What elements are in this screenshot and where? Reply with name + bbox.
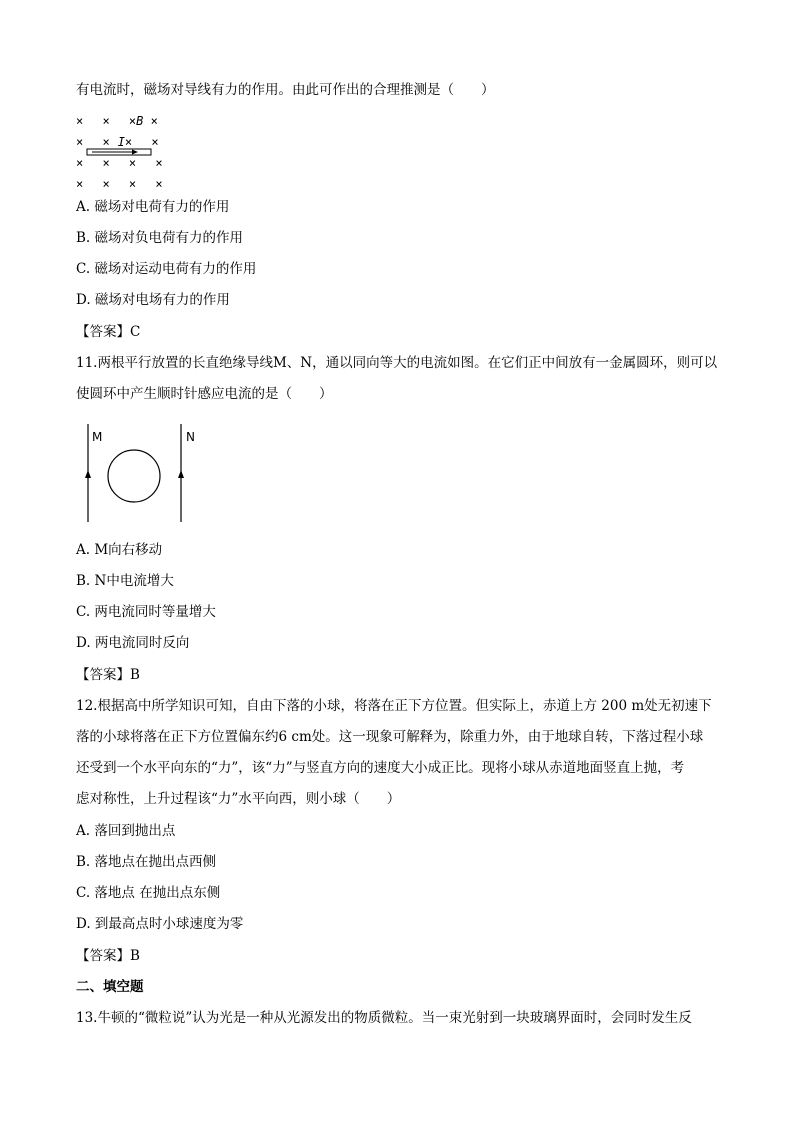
q12-answer: 【答案】B: [76, 948, 140, 964]
q11-answer: 【答案】B: [76, 667, 140, 683]
wire-label-m: M: [92, 430, 103, 444]
q12-stem-line-1: 12.根据高中所学知识可知，自由下落的小球，将落在正下方位置。但实际上，赤道上方 200 m处无初速下: [76, 698, 712, 714]
q11-stem-line-1: 11.两根平行放置的长直绝缘导线M、N，通以同向等大的电流如图。在它们正中间放有一金属圆环，则可以: [76, 355, 718, 371]
q10-option-b: B. 磁场对负电荷有力的作用: [76, 230, 244, 246]
q12-stem-line-3: 还受到一个水平向东的“力”，该“力”与竖直方向的速度大小成正比。现将小球从赤道地面竖直上抛，考: [76, 760, 685, 776]
q12-stem-line-2: 落的小球将落在正下方位置偏东约6 cm处。这一现象可解释为，除重力外，由于地球自转，下落过程小球: [76, 729, 704, 745]
q10-field-row-3: × × × ×: [76, 156, 163, 170]
q12-option-c: C. 落地点 在抛出点东侧: [76, 885, 221, 901]
q12-option-b: B. 落地点在抛出点西侧: [76, 854, 217, 870]
q12-stem-line-4: 虑对称性，上升过程该“力”水平向西，则小球（ ）: [76, 791, 401, 807]
q10-field-row-4: × × × ×: [76, 177, 163, 191]
q11-figure: [80, 420, 200, 530]
current-label-i: I: [117, 135, 125, 149]
section-title-fill-in: 二、填空题: [76, 979, 144, 995]
q11-option-b: B. N中电流增大: [76, 573, 174, 589]
q10-option-d: D. 磁场对电场有力的作用: [76, 292, 230, 308]
q10-option-a: A. 磁场对电荷有力的作用: [76, 199, 230, 215]
q10-stem: 有电流时，磁场对导线有力的作用。由此可作出的合理推测是（ ）: [76, 82, 495, 98]
wire-label-n: N: [186, 430, 195, 444]
q11-stem-line-2: 使圆环中产生顺时针感应电流的是（ ）: [76, 386, 333, 402]
q10-answer: 【答案】C: [76, 324, 141, 340]
q11-option-d: D. 两电流同时反向: [76, 635, 190, 651]
metal-ring-icon: [108, 450, 160, 502]
q12-option-a: A. 落回到抛出点: [76, 823, 176, 839]
q11-option-a: A. M向右移动: [76, 542, 163, 558]
q10-field-row-2: × × I× ×: [76, 135, 159, 149]
q10-option-c: C. 磁场对运动电荷有力的作用: [76, 261, 257, 277]
q11-option-c: C. 两电流同时等量增大: [76, 604, 216, 620]
field-label-b: B: [136, 114, 144, 128]
q13-stem-line-1: 13.牛顿的“微粒说”认为光是一种从光源发出的物质微粒。当一束光射到一块玻璃界面时，会同时发生反: [76, 1010, 692, 1026]
q12-option-d: D. 到最高点时小球速度为零: [76, 916, 244, 932]
q10-field-row-1: × × ×B ×: [76, 114, 158, 128]
